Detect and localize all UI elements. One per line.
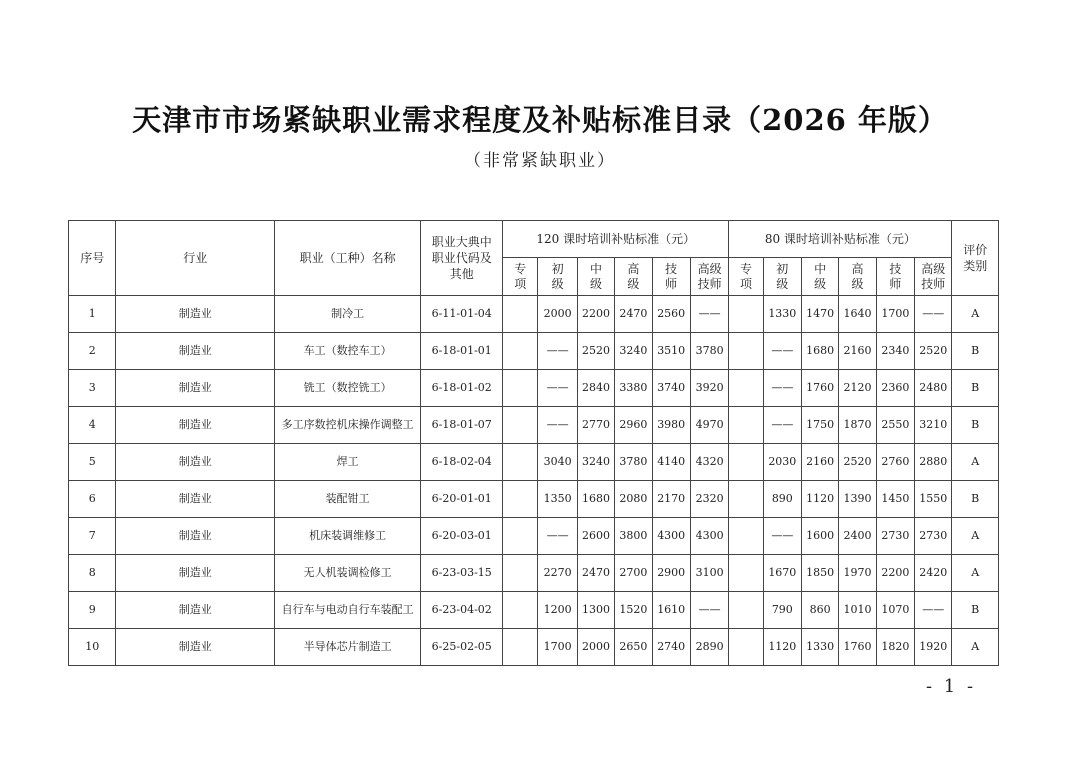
cell-subsidy-80: 1550 xyxy=(915,481,952,518)
cell-subsidy-80: —— xyxy=(763,518,801,555)
table-row xyxy=(69,592,999,629)
cell-subsidy-80: 1850 xyxy=(802,555,839,592)
header-industry: 行业 xyxy=(116,221,275,296)
cell-industry: 制造业 xyxy=(116,592,275,629)
cell-subsidy-80: 2420 xyxy=(915,555,952,592)
cell-occupation: 焊工 xyxy=(274,444,420,481)
cell-subsidy-80: 1760 xyxy=(839,629,876,666)
cell-subsidy-120: —— xyxy=(538,518,577,555)
cell-occupation: 机床装调维修工 xyxy=(274,518,420,555)
cell-subsidy-80: 2030 xyxy=(763,444,801,481)
cell-subsidy-120: 3040 xyxy=(538,444,577,481)
cell-code: 6-18-01-07 xyxy=(421,407,503,444)
page-number: - 1 - xyxy=(926,676,977,697)
cell-subsidy-80: 2880 xyxy=(915,444,952,481)
cell-code: 6-20-01-01 xyxy=(421,481,503,518)
cell-subsidy-80 xyxy=(729,333,763,370)
header-level xyxy=(839,258,876,296)
cell-subsidy-120: 1700 xyxy=(538,629,577,666)
cell-subsidy-80: 2730 xyxy=(876,518,914,555)
header-group-80: 80 课时培训补贴标准（元） xyxy=(729,221,952,258)
cell-subsidy-80: 2760 xyxy=(876,444,914,481)
cell-subsidy-80: 1070 xyxy=(876,592,914,629)
cell-subsidy-80: 1680 xyxy=(802,333,839,370)
cell-subsidy-120: 2520 xyxy=(577,333,614,370)
cell-subsidy-120: 2960 xyxy=(615,407,652,444)
header-level-text: 高级技师 xyxy=(921,261,946,291)
cell-subsidy-80: 1750 xyxy=(802,407,839,444)
cell-subsidy-120: 4320 xyxy=(690,444,728,481)
cell-subsidy-120: 3780 xyxy=(615,444,652,481)
cell-subsidy-80: 1670 xyxy=(763,555,801,592)
header-level xyxy=(503,258,538,296)
cell-subsidy-80 xyxy=(729,555,763,592)
cell-eval: A xyxy=(952,444,999,481)
header-level xyxy=(538,258,577,296)
page-subtitle: （非常紧缺职业） xyxy=(464,151,616,171)
cell-industry: 制造业 xyxy=(116,296,275,333)
cell-subsidy-80: 1330 xyxy=(802,629,839,666)
cell-subsidy-120: 3380 xyxy=(615,370,652,407)
cell-subsidy-80: —— xyxy=(915,296,952,333)
cell-subsidy-80: —— xyxy=(915,592,952,629)
cell-subsidy-80: 1600 xyxy=(802,518,839,555)
cell-industry: 制造业 xyxy=(116,333,275,370)
header-level-text: 中级 xyxy=(589,261,602,291)
header-level xyxy=(615,258,652,296)
cell-eval: B xyxy=(952,407,999,444)
cell-code: 6-20-03-01 xyxy=(421,518,503,555)
cell-eval: B xyxy=(952,592,999,629)
header-level-text: 高级 xyxy=(851,261,864,291)
cell-subsidy-120: 3510 xyxy=(652,333,690,370)
cell-eval: B xyxy=(952,370,999,407)
cell-subsidy-120: 3100 xyxy=(690,555,728,592)
cell-subsidy-120: 2000 xyxy=(538,296,577,333)
header-level-text: 初级 xyxy=(551,261,564,291)
cell-industry: 制造业 xyxy=(116,555,275,592)
header-eval xyxy=(952,221,999,296)
cell-occupation: 自行车与电动自行车装配工 xyxy=(274,592,420,629)
cell-subsidy-120 xyxy=(503,370,538,407)
cell-subsidy-120: 4970 xyxy=(690,407,728,444)
cell-seq: 7 xyxy=(69,518,116,555)
cell-subsidy-120: 2170 xyxy=(652,481,690,518)
cell-occupation: 多工序数控机床操作调整工 xyxy=(274,407,420,444)
cell-subsidy-120: —— xyxy=(538,407,577,444)
cell-subsidy-80 xyxy=(729,481,763,518)
header-seq: 序号 xyxy=(69,221,116,296)
cell-subsidy-120 xyxy=(503,444,538,481)
cell-subsidy-120: 1610 xyxy=(652,592,690,629)
cell-subsidy-120: 1520 xyxy=(615,592,652,629)
cell-subsidy-80: 1640 xyxy=(839,296,876,333)
cell-subsidy-80 xyxy=(729,629,763,666)
cell-subsidy-80: 2160 xyxy=(839,333,876,370)
cell-subsidy-80: 1920 xyxy=(915,629,952,666)
cell-code: 6-18-01-02 xyxy=(421,370,503,407)
cell-subsidy-80: 1120 xyxy=(802,481,839,518)
cell-subsidy-120: —— xyxy=(538,370,577,407)
cell-industry: 制造业 xyxy=(116,370,275,407)
cell-seq: 4 xyxy=(69,407,116,444)
header-level-text: 专项 xyxy=(739,261,752,291)
cell-occupation: 无人机装调检修工 xyxy=(274,555,420,592)
header-code xyxy=(421,221,503,296)
cell-industry: 制造业 xyxy=(116,629,275,666)
cell-subsidy-80 xyxy=(729,518,763,555)
header-level-text: 技师 xyxy=(665,261,678,291)
cell-code: 6-11-01-04 xyxy=(421,296,503,333)
cell-seq: 6 xyxy=(69,481,116,518)
header-level-text: 高级技师 xyxy=(697,261,722,291)
cell-seq: 3 xyxy=(69,370,116,407)
cell-subsidy-80: 3210 xyxy=(915,407,952,444)
table-row xyxy=(69,370,999,407)
cell-subsidy-80: 1390 xyxy=(839,481,876,518)
table-row xyxy=(69,518,999,555)
cell-industry: 制造业 xyxy=(116,518,275,555)
cell-code: 6-18-01-01 xyxy=(421,333,503,370)
cell-subsidy-120: 2000 xyxy=(577,629,614,666)
cell-subsidy-120: 2470 xyxy=(577,555,614,592)
table-row xyxy=(69,296,999,333)
cell-seq: 9 xyxy=(69,592,116,629)
cell-subsidy-120: 2200 xyxy=(577,296,614,333)
subsidy-table xyxy=(68,220,999,666)
cell-subsidy-120: 2900 xyxy=(652,555,690,592)
cell-subsidy-120: —— xyxy=(538,333,577,370)
table-row xyxy=(69,444,999,481)
cell-subsidy-120 xyxy=(503,629,538,666)
cell-subsidy-80 xyxy=(729,444,763,481)
cell-subsidy-120: 3800 xyxy=(615,518,652,555)
header-level xyxy=(802,258,839,296)
cell-subsidy-120: 2700 xyxy=(615,555,652,592)
cell-subsidy-80 xyxy=(729,296,763,333)
cell-subsidy-80: 1700 xyxy=(876,296,914,333)
header-level xyxy=(763,258,801,296)
cell-subsidy-80: 1330 xyxy=(763,296,801,333)
header-level-text: 初级 xyxy=(776,261,789,291)
cell-subsidy-120 xyxy=(503,333,538,370)
table-row xyxy=(69,629,999,666)
cell-subsidy-120: 2080 xyxy=(615,481,652,518)
cell-code: 6-23-04-02 xyxy=(421,592,503,629)
cell-eval: A xyxy=(952,518,999,555)
cell-subsidy-80: 790 xyxy=(763,592,801,629)
cell-subsidy-120: 1300 xyxy=(577,592,614,629)
cell-subsidy-80: 2160 xyxy=(802,444,839,481)
header-group-120: 120 课时培训补贴标准（元） xyxy=(503,221,729,258)
header-code-text: 职业大典中职业代码及其他 xyxy=(431,235,492,281)
cell-subsidy-80: 860 xyxy=(802,592,839,629)
cell-subsidy-120: 2560 xyxy=(652,296,690,333)
header-level-text: 技师 xyxy=(889,261,902,291)
cell-subsidy-80: 2520 xyxy=(915,333,952,370)
cell-code: 6-25-02-05 xyxy=(421,629,503,666)
cell-subsidy-80: 2200 xyxy=(876,555,914,592)
cell-subsidy-120: 4140 xyxy=(652,444,690,481)
cell-occupation: 半导体芯片制造工 xyxy=(274,629,420,666)
cell-subsidy-120: 1200 xyxy=(538,592,577,629)
cell-subsidy-120 xyxy=(503,407,538,444)
cell-subsidy-120 xyxy=(503,592,538,629)
cell-subsidy-120: 3920 xyxy=(690,370,728,407)
cell-subsidy-80: 1470 xyxy=(802,296,839,333)
cell-industry: 制造业 xyxy=(116,444,275,481)
cell-subsidy-120: 2650 xyxy=(615,629,652,666)
cell-subsidy-80: 1450 xyxy=(876,481,914,518)
table-row xyxy=(69,407,999,444)
header-level xyxy=(690,258,728,296)
cell-subsidy-120: 2320 xyxy=(690,481,728,518)
table-row xyxy=(69,333,999,370)
cell-eval: A xyxy=(952,555,999,592)
cell-subsidy-80: 2730 xyxy=(915,518,952,555)
cell-subsidy-80 xyxy=(729,370,763,407)
cell-subsidy-80: 1760 xyxy=(802,370,839,407)
cell-industry: 制造业 xyxy=(116,407,275,444)
header-level-text: 高级 xyxy=(627,261,640,291)
cell-eval: B xyxy=(952,333,999,370)
cell-subsidy-120: 3240 xyxy=(577,444,614,481)
cell-seq: 8 xyxy=(69,555,116,592)
cell-subsidy-120: —— xyxy=(690,296,728,333)
cell-subsidy-120: —— xyxy=(690,592,728,629)
page-title: 天津市市场紧缺职业需求程度及补贴标准目录（2026 年版） xyxy=(132,103,948,137)
cell-subsidy-80: 2120 xyxy=(839,370,876,407)
cell-subsidy-80: 1970 xyxy=(839,555,876,592)
cell-subsidy-120: 4300 xyxy=(690,518,728,555)
cell-subsidy-80: —— xyxy=(763,370,801,407)
cell-subsidy-120 xyxy=(503,518,538,555)
cell-seq: 5 xyxy=(69,444,116,481)
cell-subsidy-120: 2840 xyxy=(577,370,614,407)
cell-subsidy-120: 3740 xyxy=(652,370,690,407)
cell-subsidy-80: 1010 xyxy=(839,592,876,629)
header-level xyxy=(652,258,690,296)
cell-subsidy-120: 2740 xyxy=(652,629,690,666)
cell-subsidy-120: 3240 xyxy=(615,333,652,370)
cell-subsidy-80: —— xyxy=(763,333,801,370)
cell-subsidy-120: 1680 xyxy=(577,481,614,518)
cell-seq: 2 xyxy=(69,333,116,370)
cell-subsidy-80: —— xyxy=(763,407,801,444)
cell-subsidy-80: 1820 xyxy=(876,629,914,666)
cell-seq: 10 xyxy=(69,629,116,666)
table-row xyxy=(69,481,999,518)
cell-subsidy-80 xyxy=(729,407,763,444)
header-level xyxy=(729,258,763,296)
cell-occupation: 铣工（数控铣工） xyxy=(274,370,420,407)
header-occupation: 职业（工种）名称 xyxy=(274,221,420,296)
header-level xyxy=(876,258,914,296)
cell-code: 6-18-02-04 xyxy=(421,444,503,481)
cell-occupation: 装配钳工 xyxy=(274,481,420,518)
cell-subsidy-80: 2360 xyxy=(876,370,914,407)
cell-subsidy-120: 3980 xyxy=(652,407,690,444)
cell-subsidy-120 xyxy=(503,296,538,333)
header-level-text: 中级 xyxy=(814,261,827,291)
cell-subsidy-80: 2480 xyxy=(915,370,952,407)
cell-subsidy-120: 1350 xyxy=(538,481,577,518)
cell-subsidy-120 xyxy=(503,555,538,592)
header-level xyxy=(577,258,614,296)
cell-subsidy-120: 2890 xyxy=(690,629,728,666)
cell-subsidy-120: 2770 xyxy=(577,407,614,444)
cell-subsidy-80: 2550 xyxy=(876,407,914,444)
cell-subsidy-120: 2470 xyxy=(615,296,652,333)
header-level xyxy=(915,258,952,296)
table-row xyxy=(69,555,999,592)
header-level-text: 专项 xyxy=(514,261,527,291)
cell-subsidy-120: 2270 xyxy=(538,555,577,592)
cell-occupation: 车工（数控车工） xyxy=(274,333,420,370)
cell-subsidy-120 xyxy=(503,481,538,518)
header-eval-text: 评价类别 xyxy=(963,243,988,273)
cell-subsidy-80: 2340 xyxy=(876,333,914,370)
cell-industry: 制造业 xyxy=(116,481,275,518)
cell-seq: 1 xyxy=(69,296,116,333)
cell-subsidy-80: 1870 xyxy=(839,407,876,444)
cell-subsidy-80: 890 xyxy=(763,481,801,518)
cell-occupation: 制冷工 xyxy=(274,296,420,333)
cell-eval: B xyxy=(952,481,999,518)
cell-subsidy-80: 2400 xyxy=(839,518,876,555)
cell-code: 6-23-03-15 xyxy=(421,555,503,592)
cell-eval: A xyxy=(952,296,999,333)
cell-subsidy-80 xyxy=(729,592,763,629)
cell-subsidy-120: 2600 xyxy=(577,518,614,555)
cell-subsidy-80: 2520 xyxy=(839,444,876,481)
cell-eval: A xyxy=(952,629,999,666)
cell-subsidy-80: 1120 xyxy=(763,629,801,666)
cell-subsidy-120: 3780 xyxy=(690,333,728,370)
cell-subsidy-120: 4300 xyxy=(652,518,690,555)
